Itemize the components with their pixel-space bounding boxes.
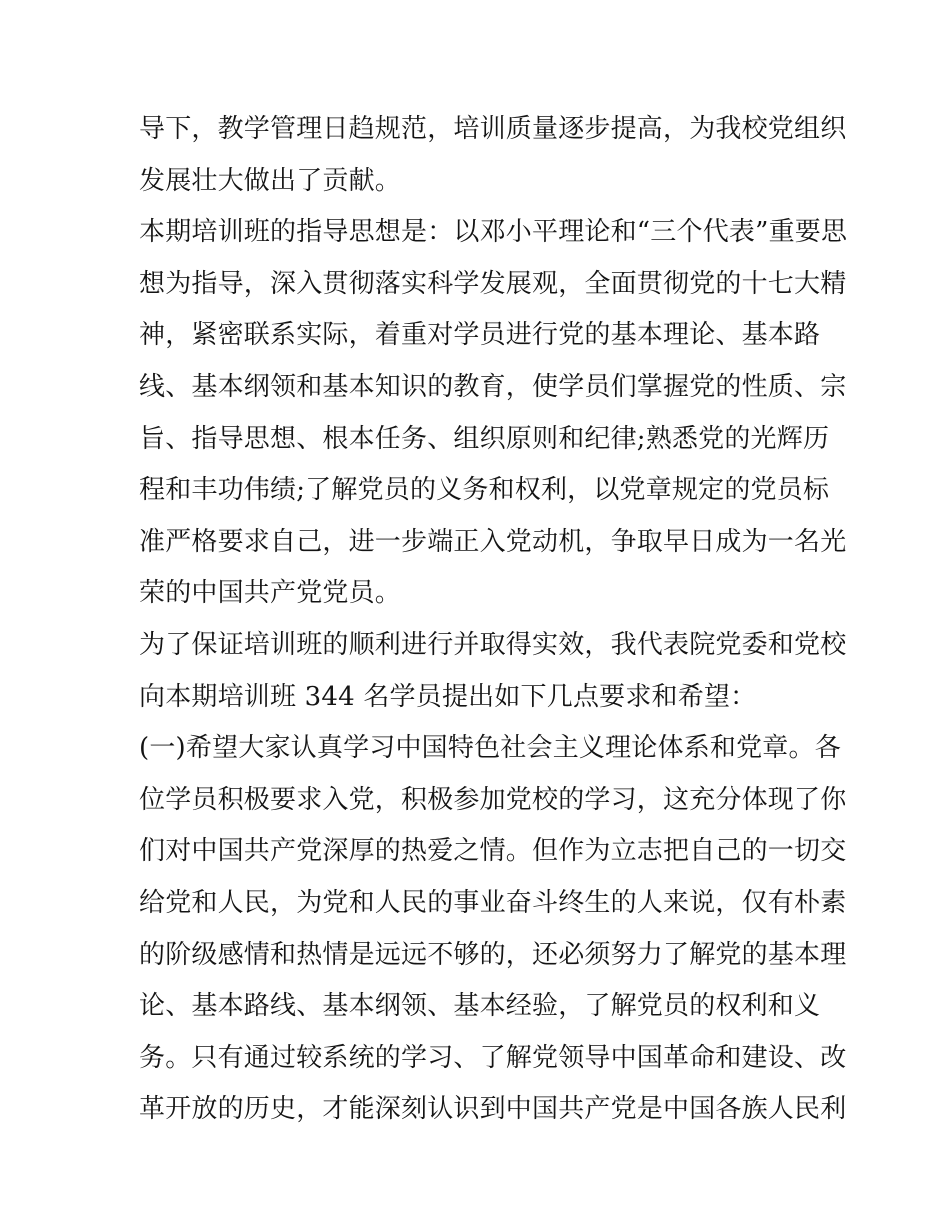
- text-line: 神，紧密联系实际，着重对学员进行党的基本理论、基本路: [139, 320, 821, 351]
- text-line: 们对中国共产党深厚的热爱之情。但作为立志把自己的一切交: [139, 836, 847, 867]
- text-line: 准严格要求自己，进一步端正入党动机，争取早日成为一名光: [139, 526, 847, 557]
- text-line: 线、基本纲领和基本知识的教育，使学员们掌握党的性质、宗: [139, 371, 847, 402]
- document-body: [139, 104, 848, 1136]
- text-line: 程和丰功伟绩;了解党员的义务和权利，以党章规定的党员标: [139, 475, 830, 506]
- text-line: 想为指导，深入贯彻落实科学发展观，全面贯彻党的十七大精: [139, 268, 847, 299]
- text-line: 革开放的历史，才能深刻认识到中国共产党是中国各族人民利: [139, 1094, 847, 1125]
- text-line: 向本期培训班 344 名学员提出如下几点要求和希望：: [139, 681, 757, 712]
- text-line: 荣的中国共产党党员。: [139, 578, 402, 609]
- text-line: 务。只有通过较系统的学习、了解党领导中国革命和建设、改: [139, 1042, 847, 1073]
- text-line: 论、基本路线、基本纲领、基本经验，了解党员的权利和义: [139, 991, 821, 1022]
- text-line: 为了保证培训班的顺利进行并取得实效，我代表院党委和党校: [139, 629, 847, 660]
- text-line: 的阶级感情和热情是远远不够的，还必须努力了解党的基本理: [139, 939, 847, 970]
- text-line: 发展壮大做出了贡献。: [139, 165, 402, 196]
- text-line: 位学员积极要求入党，积极参加党校的学习，这充分体现了你: [139, 784, 847, 815]
- text-line: 旨、指导思想、根本任务、组织原则和纪律;熟悉党的光辉历: [139, 423, 830, 454]
- text-line: 导下，教学管理日趋规范，培训质量逐步提高，为我校党组织: [139, 114, 847, 144]
- text-line: 给党和人民，为党和人民的事业奋斗终生的人来说，仅有朴素: [139, 887, 847, 918]
- text-line: 本期培训班的指导思想是：以邓小平理论和“三个代表”重要思: [139, 217, 848, 248]
- text-line: (一)希望大家认真学习中国特色社会主义理论体系和党章。各: [139, 733, 841, 764]
